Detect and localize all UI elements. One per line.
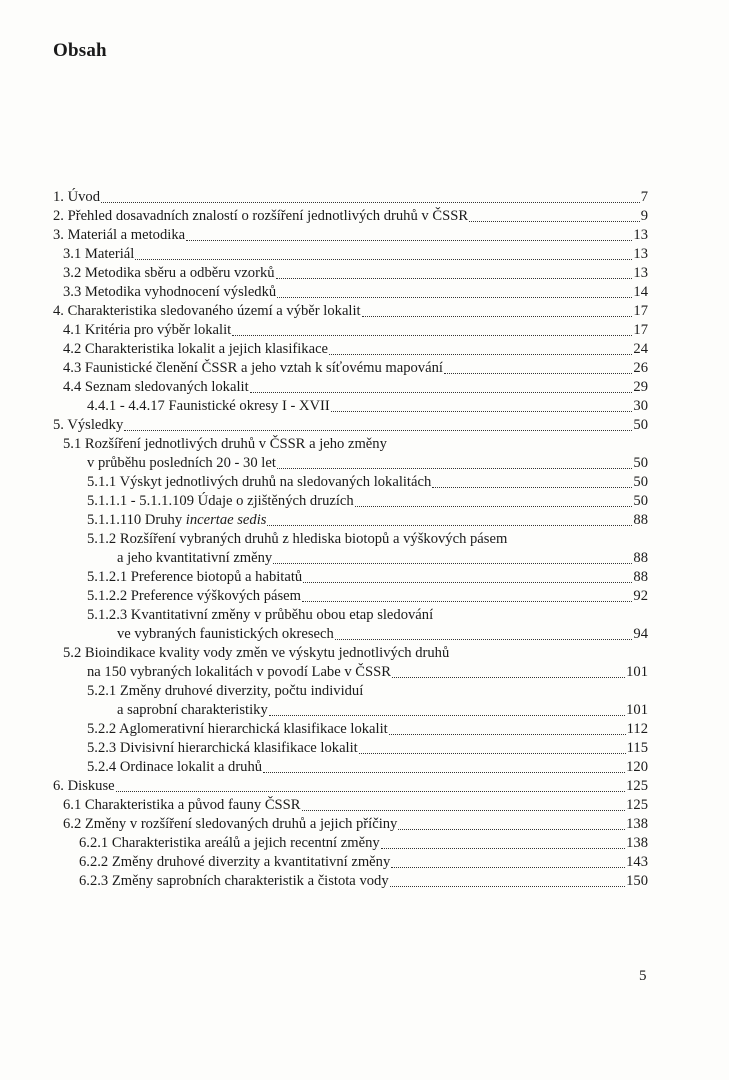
dot-leader	[302, 600, 632, 602]
toc-entry-title	[63, 359, 443, 377]
toc-entry-text: ve vybraných faunistických okresech	[117, 626, 334, 642]
toc-entry	[63, 796, 648, 814]
toc-entry-text: 4.4.1 - 4.4.17 Faunistické okresy I - XVII	[87, 398, 330, 414]
toc-entry-page: 88	[633, 550, 648, 566]
toc-entry	[63, 378, 648, 396]
toc-entry-page: 115	[626, 740, 648, 756]
toc-entry-title	[87, 663, 391, 681]
toc-entry-title	[63, 436, 387, 452]
toc-entry-page: 29	[633, 379, 648, 395]
toc-entry	[117, 701, 648, 719]
toc-entry-page: 125	[626, 797, 648, 813]
toc-entry-title	[53, 777, 115, 795]
dot-leader	[124, 429, 632, 431]
toc-entry-page: 13	[633, 246, 648, 262]
toc-entry-title	[87, 492, 354, 510]
toc-entry-text: v průběhu posledních 20 - 30 let	[87, 455, 276, 471]
page-number: 5	[639, 968, 647, 984]
dot-leader	[276, 277, 633, 279]
toc-entry-page: 26	[633, 360, 648, 376]
toc-entry-text: 5.1.2.1 Preference biotopů a habitatů	[87, 569, 303, 585]
dot-leader	[390, 885, 625, 887]
toc-entry	[87, 454, 648, 472]
dot-leader	[135, 258, 632, 260]
toc-entry-title	[53, 207, 468, 225]
toc-entry	[87, 568, 648, 586]
toc-entry-title	[87, 454, 276, 472]
toc-entry-text: 3.1 Materiál	[63, 246, 135, 262]
toc-entry-text: 3.2 Metodika sběru a odběru vzorků	[63, 265, 275, 281]
dot-leader	[101, 201, 640, 203]
dot-leader	[277, 296, 632, 298]
toc-entry	[87, 397, 648, 415]
toc-entry	[87, 511, 648, 529]
dot-leader	[250, 391, 633, 393]
toc-entry-page: 17	[633, 303, 648, 319]
toc-entry	[63, 644, 648, 662]
dot-leader	[335, 638, 633, 640]
dot-leader	[389, 733, 626, 735]
toc-entry-page: 94	[633, 626, 648, 642]
toc-entry-title	[87, 568, 302, 586]
toc-entry-page: 9	[640, 208, 648, 224]
toc-entry-title	[63, 796, 301, 814]
dot-leader	[329, 353, 632, 355]
toc-entry-text: 5.1 Rozšíření jednotlivých druhů v ČSSR a jeho změny	[63, 436, 387, 452]
toc-entry-text: 5.1.2.3 Kvantitativní změny v průběhu obou etap sledování	[87, 607, 434, 623]
toc-entry-page: 120	[626, 759, 648, 775]
toc-entry-text: 6.2.1 Charakteristika areálů a jejich recentní změny	[79, 835, 380, 851]
toc-entry	[79, 872, 648, 890]
toc-entry-page: 112	[626, 721, 648, 737]
toc-entry-title	[87, 473, 431, 491]
toc-entry-page: 13	[633, 227, 648, 243]
toc-entry-title	[117, 549, 272, 567]
toc-entry	[63, 435, 648, 453]
dot-leader	[398, 828, 625, 830]
toc-entry	[53, 226, 648, 244]
toc-entry-text: 5.2.3 Divisivní hierarchická klasifikace lokalit	[87, 740, 358, 756]
toc-entry	[53, 302, 648, 320]
toc-entry-page: 50	[633, 474, 648, 490]
dot-leader	[303, 581, 632, 583]
toc-entry-text: a saprobní charakteristiky	[117, 702, 268, 718]
toc-entry-page: 101	[626, 664, 648, 680]
toc-entry-text: 3. Materiál a metodika	[53, 227, 186, 243]
toc-entry-page: 24	[633, 341, 648, 357]
toc-entry-text: 5.2 Bioindikace kvality vody změn ve výskytu jednotlivých druhů	[63, 645, 450, 661]
toc-entry-title	[87, 758, 262, 776]
toc-entry-text: 5.2.4 Ordinace lokalit a druhů	[87, 759, 263, 775]
toc-entry-title	[63, 815, 397, 833]
dot-leader	[302, 809, 626, 811]
toc-entry-title	[87, 587, 301, 605]
toc-entry	[53, 416, 648, 434]
toc-entry-title	[53, 226, 185, 244]
toc-entry-text: 6. Diskuse	[53, 778, 115, 794]
toc-entry-text: 4.4 Seznam sledovaných lokalit	[63, 379, 249, 395]
toc-entry-title	[63, 264, 275, 282]
toc-entry-page: 101	[626, 702, 648, 718]
toc-entry	[53, 777, 648, 795]
toc-entry-page: 88	[633, 569, 648, 585]
toc-entry	[63, 245, 648, 263]
dot-leader	[359, 752, 626, 754]
toc-entry-title	[63, 378, 249, 396]
dot-leader	[263, 771, 625, 773]
toc-entry-title	[87, 531, 507, 547]
toc-entry-title	[87, 607, 433, 623]
dot-leader	[269, 714, 625, 716]
toc-entry-title	[117, 625, 334, 643]
toc-entry-page: 92	[633, 588, 648, 604]
toc-entry-title	[79, 872, 389, 890]
toc-entry-page: 143	[626, 854, 648, 870]
toc-entry-text: a jeho kvantitativní změny	[117, 550, 273, 566]
toc-entry-page: 17	[633, 322, 648, 338]
toc-entry	[53, 188, 648, 206]
toc-entry-page: 88	[633, 512, 648, 528]
toc-entry	[87, 530, 648, 548]
toc-entry-page: 50	[633, 493, 648, 509]
dot-leader	[381, 847, 625, 849]
toc-entry-text: 6.2.3 Změny saprobních charakteristik a čistota vody	[79, 873, 389, 889]
toc-entry-page: 30	[633, 398, 648, 414]
dot-leader	[392, 676, 625, 678]
toc-entry-text: 5.1.2 Rozšíření vybraných druhů z hlediska biotopů a výškových pásem	[87, 531, 508, 547]
toc-entry-title	[63, 645, 449, 661]
toc-entry-page: 138	[626, 835, 648, 851]
toc-entry-text: 4.3 Faunistické členění ČSSR a jeho vztah k síťovému mapování	[63, 360, 443, 376]
toc-entry-text: 5.1.1.110 Druhy	[87, 512, 186, 528]
toc-entry-title	[53, 302, 361, 320]
toc-entry-page: 50	[633, 455, 648, 471]
dot-leader	[116, 790, 625, 792]
toc-entry-page: 50	[633, 417, 648, 433]
toc-entry	[117, 625, 648, 643]
toc-entry-title	[53, 416, 123, 434]
toc-entry-page: 125	[626, 778, 648, 794]
toc-entry-title	[87, 683, 363, 699]
toc-entry	[87, 473, 648, 491]
dot-leader	[267, 524, 632, 526]
toc-entry-title	[63, 245, 134, 263]
toc-entry-text: 6.2.2 Změny druhové diverzity a kvantitativní změny	[79, 854, 391, 870]
toc-entry	[87, 492, 648, 510]
dot-leader	[362, 315, 633, 317]
dot-leader	[277, 467, 633, 469]
toc-entry-text: 6.1 Charakteristika a původ fauny ČSSR	[63, 797, 301, 813]
toc-entry-text: 4.1 Kritéria pro výběr lokalit	[63, 322, 232, 338]
toc-entry-title	[53, 188, 100, 206]
toc-entry-text: na 150 vybraných lokalitách v povodí Labe v ČSSR	[87, 664, 391, 680]
dot-leader	[331, 410, 633, 412]
toc-entry	[63, 340, 648, 358]
toc-entry-text: 5.1.1 Výskyt jednotlivých druhů na sledovaných lokalitách	[87, 474, 432, 490]
toc-entry-title	[79, 834, 380, 852]
toc-entry-text: 6.2 Změny v rozšíření sledovaných druhů a jejich příčiny	[63, 816, 398, 832]
toc-entry-page: 150	[626, 873, 648, 889]
toc-entry	[79, 853, 648, 871]
dot-leader	[232, 334, 632, 336]
page-title: Obsah	[53, 40, 107, 61]
dot-leader	[273, 562, 632, 564]
toc-entry	[87, 682, 648, 700]
dot-leader	[444, 372, 632, 374]
toc-entry-title	[87, 720, 388, 738]
toc-entry	[63, 264, 648, 282]
toc-entry-text: 5. Výsledky	[53, 417, 124, 433]
toc-entry	[87, 663, 648, 681]
toc-entry-title	[63, 340, 328, 358]
toc-entry-text: 5.1.1.1 - 5.1.1.109 Údaje o zjištěných druzích	[87, 493, 354, 509]
toc-entry-title	[117, 701, 268, 719]
dot-leader	[391, 866, 625, 868]
toc-entry-title	[87, 739, 358, 757]
toc-entry-title	[63, 321, 231, 339]
toc-entry	[63, 815, 648, 833]
toc-entry	[63, 359, 648, 377]
toc-entry-text: 2. Přehled dosavadních znalostí o rozšíření jednotlivých druhů v ČSSR	[53, 208, 469, 224]
toc-entry	[79, 834, 648, 852]
toc-entry-title	[87, 397, 330, 415]
toc-entry	[53, 207, 648, 225]
toc-entry-page: 7	[640, 189, 648, 205]
toc-entry	[87, 720, 648, 738]
toc-entry	[87, 587, 648, 605]
toc-entry-page: 138	[626, 816, 648, 832]
toc-entry	[63, 321, 648, 339]
toc-entry	[87, 606, 648, 624]
toc-entry	[87, 739, 648, 757]
toc-entry-text: 5.2.1 Změny druhové diverzity, počtu individuí	[87, 683, 364, 699]
toc-entry-text: 3.3 Metodika vyhodnocení výsledků	[63, 284, 277, 300]
toc-entry-text: 5.2.2 Aglomerativní hierarchická klasifikace lokalit	[87, 721, 388, 737]
toc-entry-title	[79, 853, 390, 871]
dot-leader	[469, 220, 640, 222]
toc-entry	[117, 549, 648, 567]
toc-entry	[87, 758, 648, 776]
toc-entry-text: 1. Úvod	[53, 189, 101, 205]
dot-leader	[186, 239, 632, 241]
toc-entry-italic-text: incertae sedis	[185, 512, 267, 528]
dot-leader	[432, 486, 632, 488]
toc-entry-text: 4.2 Charakteristika lokalit a jejich klasifikace	[63, 341, 329, 357]
toc-entry-page: 14	[633, 284, 648, 300]
toc-entry-title	[87, 511, 266, 529]
toc-entry	[63, 283, 648, 301]
toc-entry-title	[63, 283, 276, 301]
toc-entry-page: 13	[633, 265, 648, 281]
toc-entry-text: 5.1.2.2 Preference výškových pásem	[87, 588, 301, 604]
toc-entry-text: 4. Charakteristika sledovaného území a výběr lokalit	[53, 303, 361, 319]
dot-leader	[355, 505, 633, 507]
